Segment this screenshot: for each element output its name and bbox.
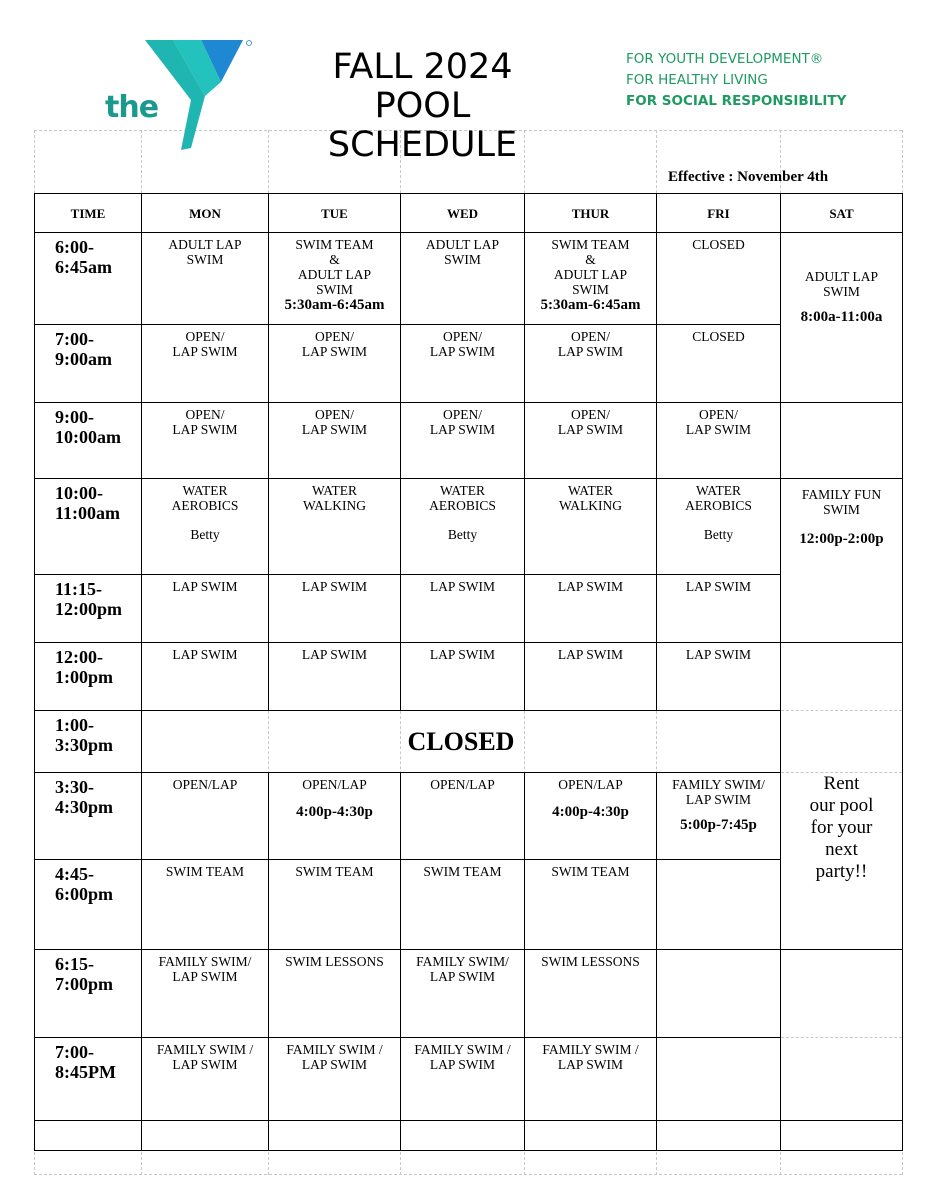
time-range: 5:30am-6:45am xyxy=(540,297,641,313)
schedule-cell: SWIM TEAM xyxy=(269,860,401,950)
schedule-cell xyxy=(142,1121,269,1151)
schedule-cell: SWIM TEAM xyxy=(401,860,525,950)
schedule-cell: FAMILY SWIM / LAP SWIM xyxy=(401,1038,525,1121)
column-header-tue: TUE xyxy=(269,194,401,233)
schedule-cell xyxy=(657,950,781,1038)
column-header-mon: MON xyxy=(142,194,269,233)
schedule-cell: LAP SWIM xyxy=(525,575,657,643)
schedule-cell: LAP SWIM xyxy=(269,575,401,643)
schedule-cell: OPEN/LAP 4:00p-4:30p xyxy=(269,773,401,860)
time-range: 12:00p-2:00p xyxy=(799,531,884,547)
schedule-cell: LAP SWIM xyxy=(401,575,525,643)
column-header-thur: THUR xyxy=(525,194,657,233)
schedule-cell: LAP SWIM xyxy=(657,643,781,711)
schedule-cell xyxy=(657,1121,781,1151)
ymca-y-icon xyxy=(143,38,258,153)
table-row xyxy=(35,711,903,773)
instructor-name: Betty xyxy=(190,527,220,542)
schedule-cell: LAP SWIM xyxy=(142,575,269,643)
time-slot: 10:00- 11:00am xyxy=(35,479,142,575)
schedule-cell: OPEN/ LAP SWIM xyxy=(401,403,525,479)
rent-pool-note: Rent our pool for your next party!! xyxy=(781,773,903,950)
time-range: 4:00p-4:30p xyxy=(552,804,629,820)
schedule-cell: WATER AEROBICS Betty xyxy=(401,479,525,575)
schedule-cell: OPEN/ LAP SWIM xyxy=(142,403,269,479)
schedule-cell: WATER AEROBICS Betty xyxy=(142,479,269,575)
schedule-cell: OPEN/ LAP SWIM xyxy=(657,403,781,479)
schedule-cell: LAP SWIM xyxy=(269,643,401,711)
schedule-cell xyxy=(781,1121,903,1151)
table-row xyxy=(35,325,903,403)
schedule-cell: FAMILY SWIM/ LAP SWIM xyxy=(401,950,525,1038)
tagline-line: FOR HEALTHY LIVING xyxy=(626,72,768,88)
pool-schedule-table xyxy=(34,193,903,1151)
column-header-sat: SAT xyxy=(781,194,903,233)
table-row xyxy=(35,643,903,711)
column-header-time: TIME xyxy=(35,194,142,233)
time-slot: 6:15- 7:00pm xyxy=(35,950,142,1038)
schedule-cell xyxy=(781,711,903,773)
time-range: 4:00p-4:30p xyxy=(296,804,373,820)
time-slot: 9:00- 10:00am xyxy=(35,403,142,479)
schedule-cell: SWIM TEAM & ADULT LAP SWIM 5:30am-6:45am xyxy=(525,233,657,325)
schedule-cell: OPEN/LAP xyxy=(142,773,269,860)
effective-date: Effective : November 4th xyxy=(668,169,829,185)
schedule-cell: WATER WALKING xyxy=(525,479,657,575)
schedule-cell: FAMILY SWIM / LAP SWIM xyxy=(525,1038,657,1121)
table-row xyxy=(35,575,903,643)
schedule-cell: LAP SWIM xyxy=(657,575,781,643)
logo-text: the xyxy=(105,90,159,125)
page-title xyxy=(300,48,545,165)
schedule-cell xyxy=(401,1121,525,1151)
time-slot: 7:00- 8:45PM xyxy=(35,1038,142,1121)
schedule-cell xyxy=(781,403,903,479)
guide-line xyxy=(34,1174,902,1175)
schedule-cell: FAMILY SWIM / LAP SWIM xyxy=(269,1038,401,1121)
tagline-line: FOR YOUTH DEVELOPMENT® xyxy=(626,51,824,67)
schedule-cell: WATER AEROBICS Betty xyxy=(657,479,781,575)
schedule-cell: OPEN/ LAP SWIM xyxy=(401,325,525,403)
time-slot: 1:00- 3:30pm xyxy=(35,711,142,773)
time-slot: 7:00- 9:00am xyxy=(35,325,142,403)
schedule-cell: SWIM LESSONS xyxy=(525,950,657,1038)
schedule-cell xyxy=(35,1121,142,1151)
schedule-cell-sat: FAMILY FUN SWIM 12:00p-2:00p xyxy=(781,479,903,643)
tagline-line: FOR SOCIAL RESPONSIBILITY xyxy=(626,93,847,109)
schedule-cell: ADULT LAP SWIM xyxy=(142,233,269,325)
schedule-cell: OPEN/LAP 4:00p-4:30p xyxy=(525,773,657,860)
schedule-cell: ADULT LAP SWIM xyxy=(401,233,525,325)
schedule-cell: OPEN/ LAP SWIM xyxy=(142,325,269,403)
schedule-cell: CLOSED xyxy=(657,325,781,403)
schedule-cell: LAP SWIM xyxy=(142,643,269,711)
ymca-logo xyxy=(105,38,265,153)
time-slot: 12:00- 1:00pm xyxy=(35,643,142,711)
schedule-cell xyxy=(657,860,781,950)
closed-banner: CLOSED xyxy=(142,711,781,773)
schedule-cell: SWIM TEAM xyxy=(142,860,269,950)
table-row xyxy=(35,1121,903,1151)
schedule-cell xyxy=(525,1121,657,1151)
schedule-cell: OPEN/ LAP SWIM xyxy=(525,325,657,403)
time-slot: 6:00- 6:45am xyxy=(35,233,142,325)
schedule-cell: CLOSED xyxy=(657,233,781,325)
instructor-name: Betty xyxy=(447,527,478,542)
time-slot: 3:30- 4:30pm xyxy=(35,773,142,860)
column-header-wed: WED xyxy=(401,194,525,233)
title-line: SCHEDULE xyxy=(327,125,518,165)
schedule-cell: OPEN/LAP xyxy=(401,773,525,860)
title-line: FALL 2024 xyxy=(332,47,513,87)
ymca-tagline xyxy=(626,49,846,112)
table-row xyxy=(35,1038,903,1121)
schedule-cell: LAP SWIM xyxy=(401,643,525,711)
table-row xyxy=(35,773,903,860)
schedule-cell: OPEN/ LAP SWIM xyxy=(525,403,657,479)
schedule-cell: OPEN/ LAP SWIM xyxy=(269,403,401,479)
schedule-cell xyxy=(657,1038,781,1121)
time-range: 5:30am-6:45am xyxy=(284,297,385,313)
title-line: POOL xyxy=(374,86,471,126)
schedule-cell-sat: ADULT LAP SWIM 8:00a-11:00a xyxy=(781,233,903,403)
header-row xyxy=(35,194,903,233)
schedule-cell: SWIM TEAM & ADULT LAP SWIM 5:30am-6:45am xyxy=(269,233,401,325)
schedule-cell xyxy=(781,643,903,711)
table-row xyxy=(35,950,903,1038)
table-row xyxy=(35,860,903,950)
schedule-cell xyxy=(781,1038,903,1121)
instructor-name: Betty xyxy=(703,527,734,542)
schedule-cell xyxy=(781,950,903,1038)
schedule-cell: WATER WALKING xyxy=(269,479,401,575)
schedule-cell: SWIM LESSONS xyxy=(269,950,401,1038)
time-range: 8:00a-11:00a xyxy=(800,309,883,325)
schedule-cell: FAMILY SWIM / LAP SWIM xyxy=(142,1038,269,1121)
table-row xyxy=(35,403,903,479)
schedule-cell xyxy=(269,1121,401,1151)
schedule-cell: FAMILY SWIM/ LAP SWIM 5:00p-7:45p xyxy=(657,773,781,860)
time-slot: 4:45- 6:00pm xyxy=(35,860,142,950)
column-header-fri: FRI xyxy=(657,194,781,233)
time-range: 5:00p-7:45p xyxy=(680,817,757,833)
table-row xyxy=(35,233,903,325)
schedule-cell: LAP SWIM xyxy=(525,643,657,711)
logo-subtext: YMCA xyxy=(217,112,240,140)
time-slot: 11:15- 12:00pm xyxy=(35,575,142,643)
schedule-cell: FAMILY SWIM/ LAP SWIM xyxy=(142,950,269,1038)
schedule-cell: SWIM TEAM xyxy=(525,860,657,950)
schedule-cell: OPEN/ LAP SWIM xyxy=(269,325,401,403)
table-row xyxy=(35,479,903,575)
